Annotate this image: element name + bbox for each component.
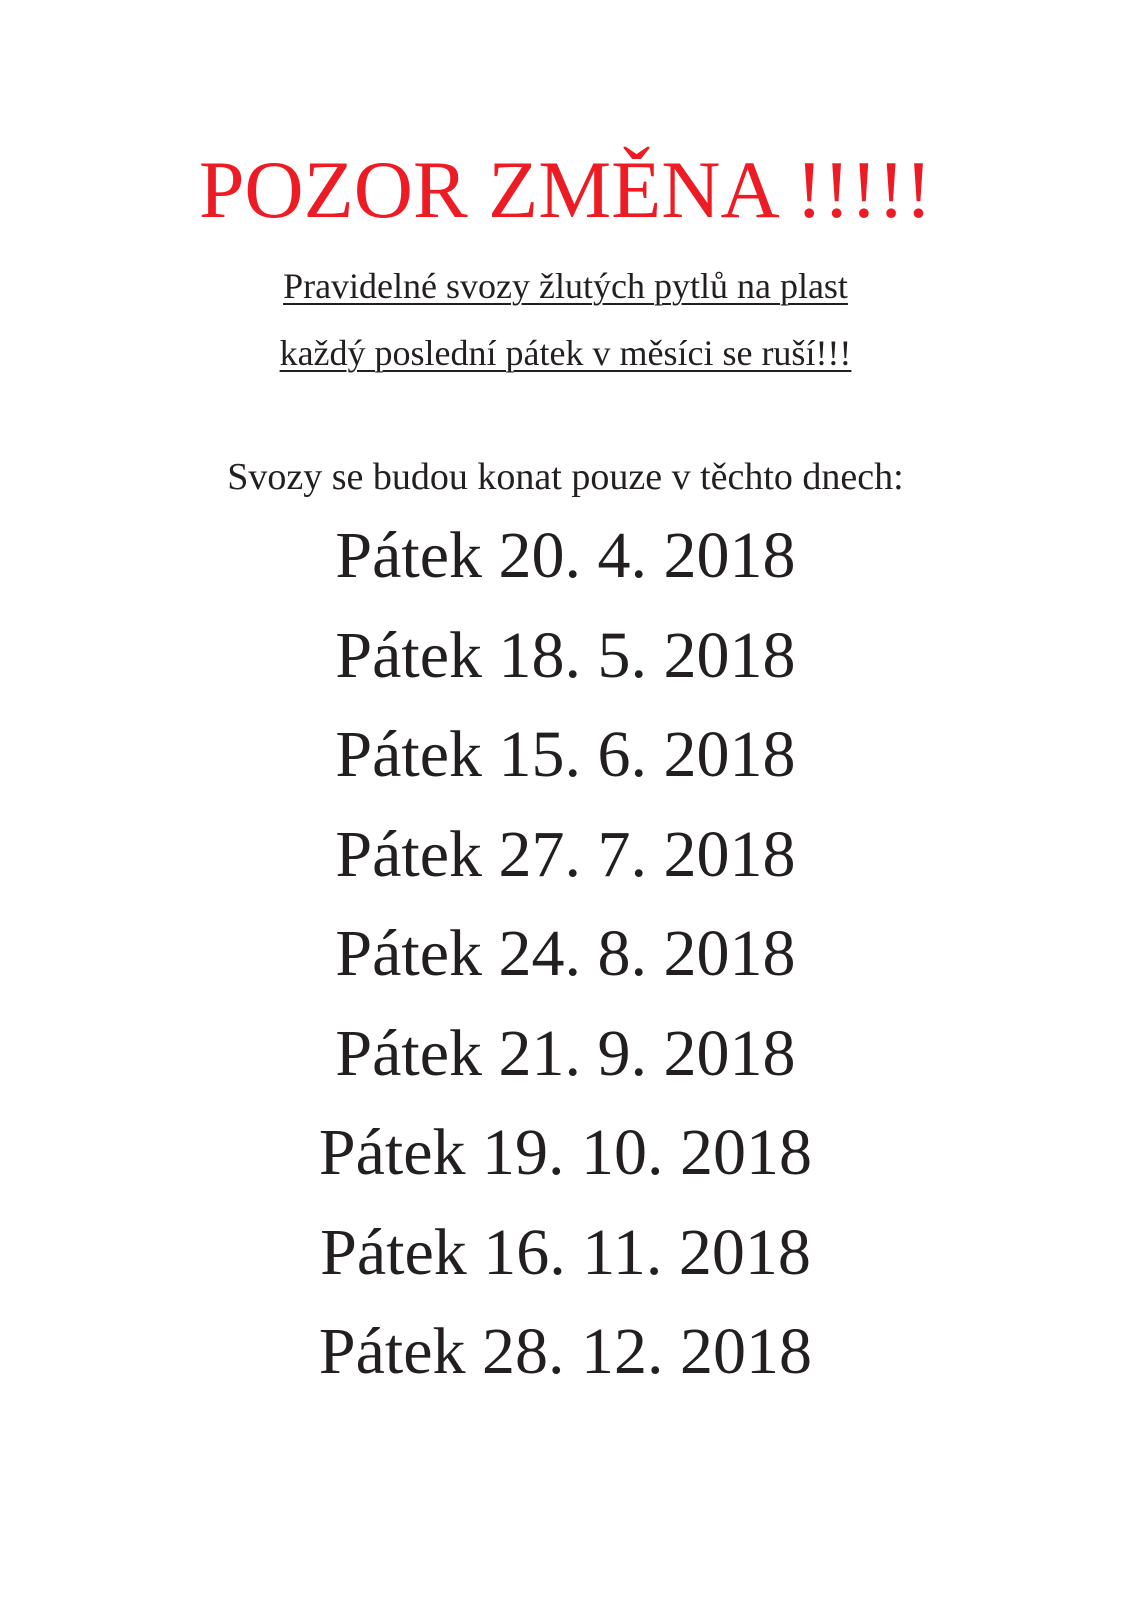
- collection-date: Pátek 21. 9. 2018: [335, 1016, 796, 1090]
- collection-date: Pátek 15. 6. 2018: [335, 718, 796, 791]
- notice-line-1: [0, 264, 1131, 308]
- collection-date: Pátek 18. 5. 2018: [335, 618, 796, 692]
- page-title: POZOR ZMĚNA !!!!!: [198, 144, 933, 235]
- notice-line-2: [0, 331, 1131, 375]
- notice-line-2-text: každý poslední pátek v měsíci se ruší!!!: [279, 333, 852, 373]
- collection-date: Pátek 19. 10. 2018: [318, 1116, 813, 1189]
- collection-date: Pátek 24. 8. 2018: [335, 917, 796, 990]
- collection-date: Pátek 27. 7. 2018: [335, 817, 796, 891]
- collection-date: Pátek 28. 12. 2018: [318, 1315, 813, 1388]
- notice-line-1-text: Pravidelné svozy žlutých pytlů na plast: [283, 266, 848, 306]
- collection-date: Pátek 20. 4. 2018: [335, 519, 796, 592]
- schedule-intro: Svozy se budou konat pouze v těchto dnech:: [227, 456, 904, 498]
- collection-date: Pátek 16. 11. 2018: [320, 1215, 811, 1289]
- collection-dates-list: [0, 516, 1131, 1412]
